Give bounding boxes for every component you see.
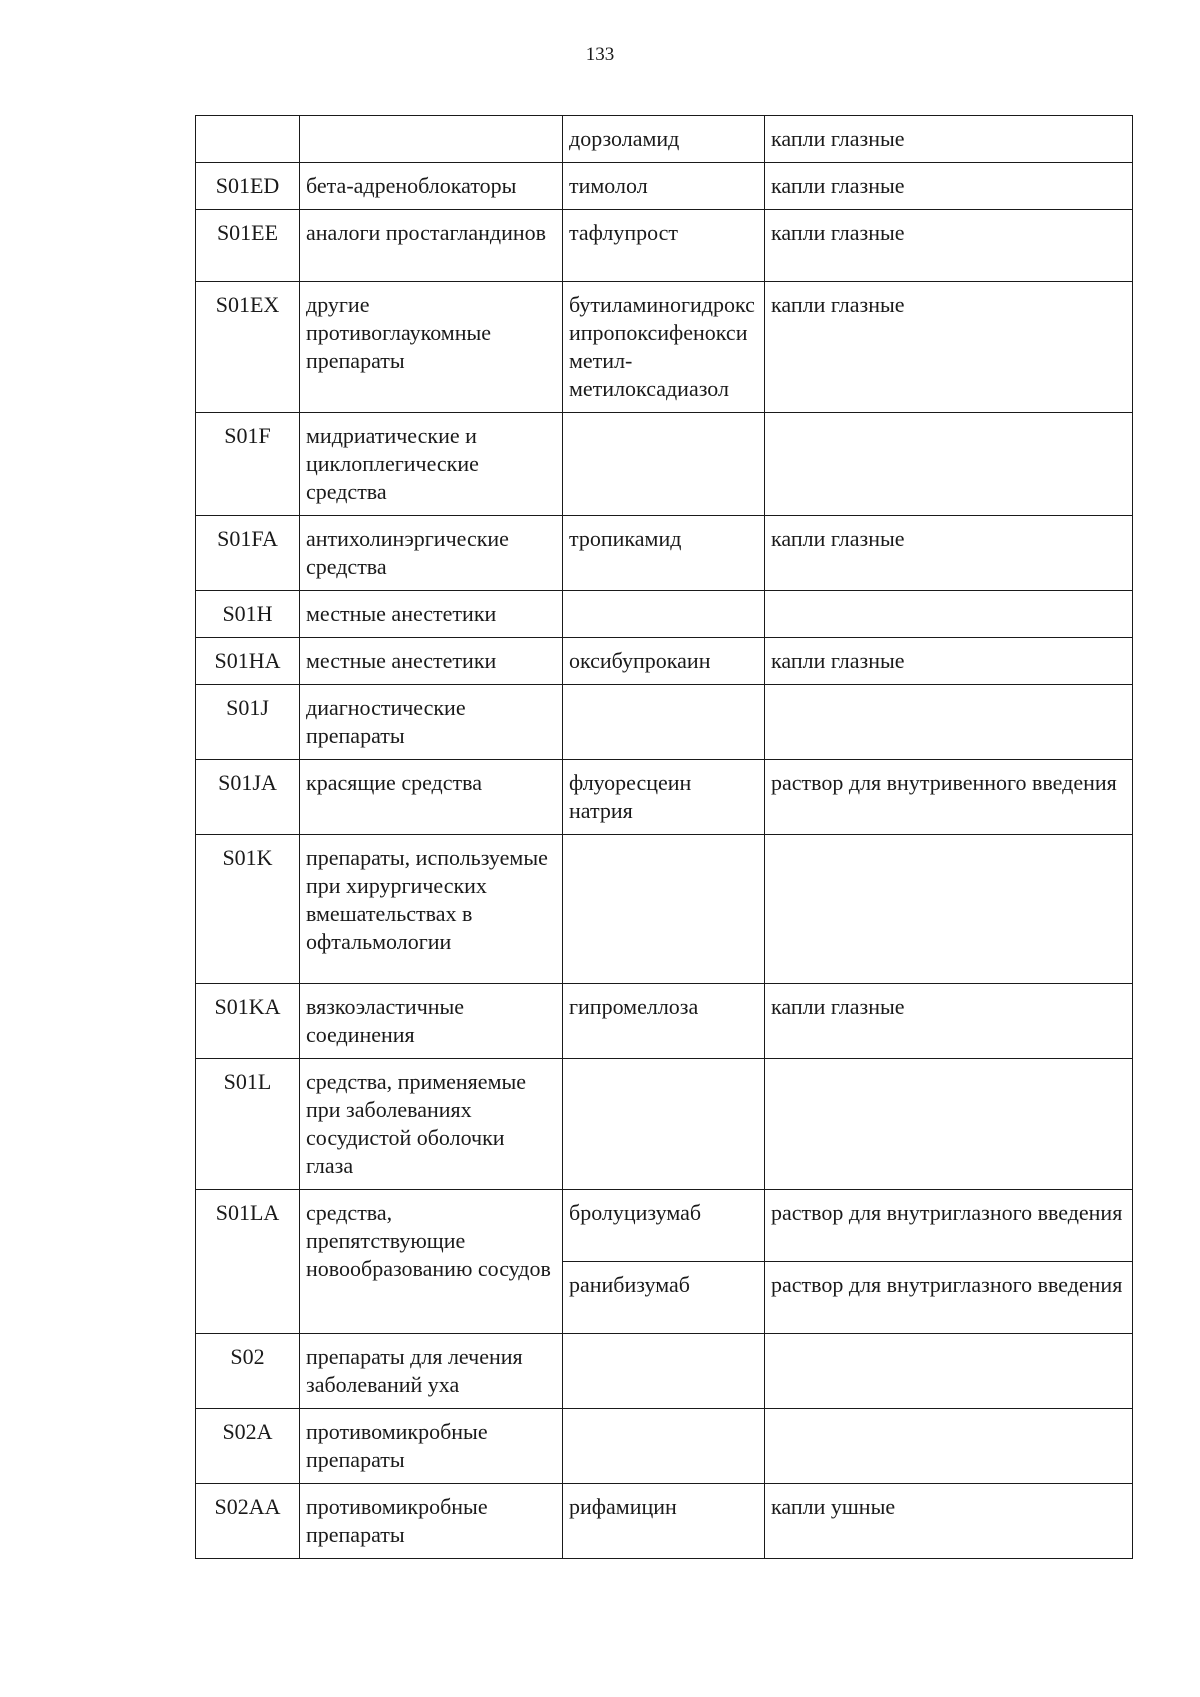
form-cell: капли глазные [765, 163, 1133, 210]
atc-code-cell: S01KA [196, 984, 300, 1059]
table-row [196, 984, 1133, 1059]
table-row [196, 1059, 1133, 1190]
drug-cell: дорзоламид [563, 116, 765, 163]
table-row [196, 760, 1133, 835]
form-cell: раствор для внутривенного введения [765, 760, 1133, 835]
group-cell: противомикробные препараты [300, 1484, 563, 1559]
drug-cell: флуоресцеин натрия [563, 760, 765, 835]
group-cell: противомикробные препараты [300, 1409, 563, 1484]
drug-cell: тимолол [563, 163, 765, 210]
page-number: 133 [585, 44, 615, 65]
form-cell: капли глазные [765, 516, 1133, 591]
form-cell: капли глазные [765, 282, 1133, 413]
drug-cell [563, 1409, 765, 1484]
form-cell: раствор для внутриглазного введения [765, 1262, 1133, 1334]
drug-cell: бролуцизумаб [563, 1190, 765, 1262]
table-row [196, 1484, 1133, 1559]
group-cell: средства, препятствующие новообразованию сосудов [300, 1190, 563, 1334]
drug-cell [563, 835, 765, 984]
group-cell: антихолинэргические средства [300, 516, 563, 591]
atc-code-cell: S01ED [196, 163, 300, 210]
group-cell: препараты для лечения заболеваний уха [300, 1334, 563, 1409]
drug-cell: рифамицин [563, 1484, 765, 1559]
form-cell [765, 413, 1133, 516]
table-row [196, 282, 1133, 413]
group-cell: бета-адреноблокаторы [300, 163, 563, 210]
table-row [196, 516, 1133, 591]
table-row [196, 591, 1133, 638]
drug-cell: ранибизумаб [563, 1262, 765, 1334]
atc-code-cell: S01K [196, 835, 300, 984]
atc-code-cell: S01J [196, 685, 300, 760]
table-row [196, 638, 1133, 685]
group-cell: препараты, используемые при хирургических вмешательствах в офтальмологии [300, 835, 563, 984]
drug-cell: бутиламиногидроксипропоксифеноксиметил-метилоксадиазол [563, 282, 765, 413]
drug-cell [563, 1059, 765, 1190]
group-cell: другие противоглаукомные препараты [300, 282, 563, 413]
atc-code-cell: S02 [196, 1334, 300, 1409]
table-row [196, 116, 1133, 163]
table-row [196, 1190, 1133, 1262]
group-cell [300, 116, 563, 163]
table-row [196, 163, 1133, 210]
atc-code-cell: S01HA [196, 638, 300, 685]
table-row [196, 685, 1133, 760]
table-row [196, 1334, 1133, 1409]
group-cell: красящие средства [300, 760, 563, 835]
atc-code-cell: S01FA [196, 516, 300, 591]
drug-cell: тропикамид [563, 516, 765, 591]
drug-cell [563, 591, 765, 638]
atc-code-cell: S02AA [196, 1484, 300, 1559]
group-cell: вязкоэластичные соединения [300, 984, 563, 1059]
atc-code-cell: S01LA [196, 1190, 300, 1334]
drug-cell: тафлупрост [563, 210, 765, 282]
atc-code-cell: S01EE [196, 210, 300, 282]
group-cell: мидриатические и циклоплегические средства [300, 413, 563, 516]
table-row [196, 835, 1133, 984]
atc-code-cell: S01F [196, 413, 300, 516]
drug-cell [563, 1334, 765, 1409]
drug-table [195, 115, 1133, 1559]
form-cell [765, 1059, 1133, 1190]
table-row [196, 210, 1133, 282]
table-body [196, 116, 1133, 1559]
form-cell [765, 1334, 1133, 1409]
form-cell: капли глазные [765, 210, 1133, 282]
atc-code-cell: S01L [196, 1059, 300, 1190]
form-cell: капли глазные [765, 638, 1133, 685]
form-cell [765, 835, 1133, 984]
group-cell: аналоги простагландинов [300, 210, 563, 282]
group-cell: местные анестетики [300, 591, 563, 638]
drug-cell [563, 685, 765, 760]
form-cell [765, 685, 1133, 760]
group-cell: местные анестетики [300, 638, 563, 685]
form-cell: капли глазные [765, 116, 1133, 163]
atc-code-cell: S02A [196, 1409, 300, 1484]
form-cell: капли ушные [765, 1484, 1133, 1559]
table-row [196, 1409, 1133, 1484]
form-cell: капли глазные [765, 984, 1133, 1059]
form-cell [765, 1409, 1133, 1484]
atc-code-cell [196, 116, 300, 163]
form-cell [765, 591, 1133, 638]
table-row [196, 413, 1133, 516]
atc-code-cell: S01JA [196, 760, 300, 835]
drug-cell: гипромеллоза [563, 984, 765, 1059]
drug-cell [563, 413, 765, 516]
form-cell: раствор для внутриглазного введения [765, 1190, 1133, 1262]
group-cell: диагностические препараты [300, 685, 563, 760]
atc-code-cell: S01EX [196, 282, 300, 413]
atc-code-cell: S01H [196, 591, 300, 638]
group-cell: средства, применяемые при заболеваниях сосудистой оболочки глаза [300, 1059, 563, 1190]
drug-cell: оксибупрокаин [563, 638, 765, 685]
